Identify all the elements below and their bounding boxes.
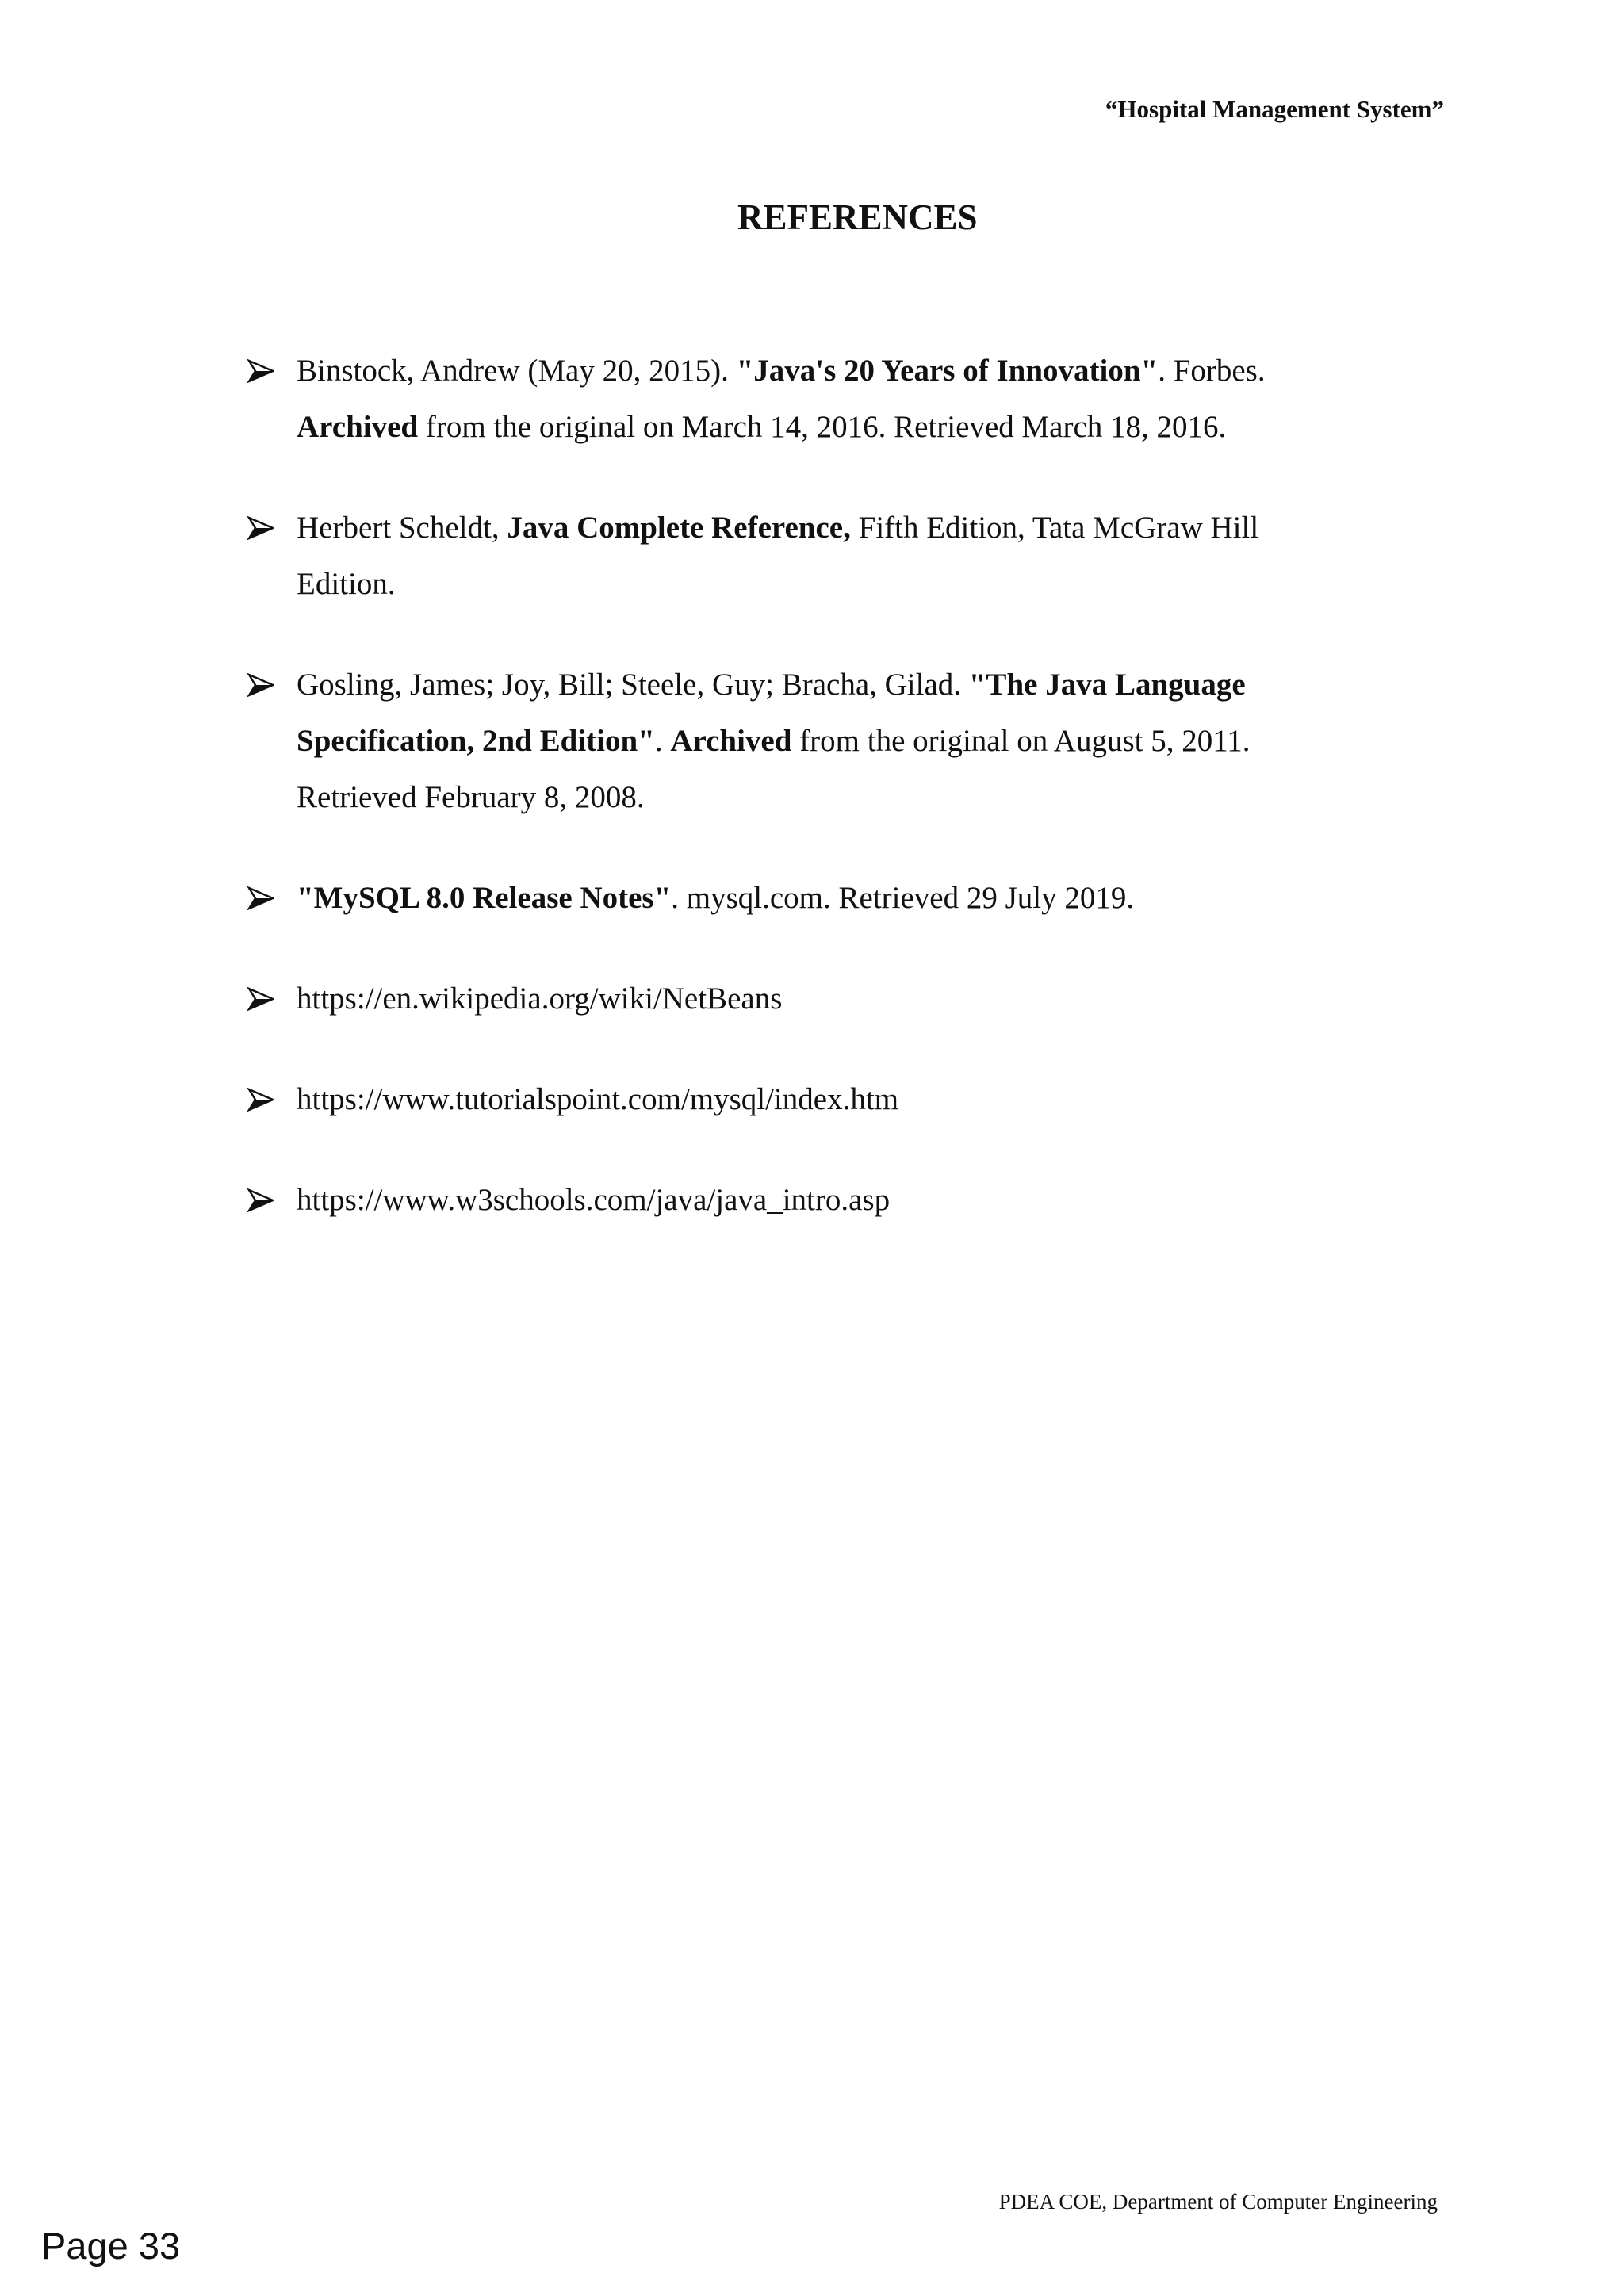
reference-segment: Fifth Edition, Tata McGraw Hill Edition.: [297, 511, 1259, 601]
reference-segment: from the original on March 14, 2016. Retrieved March 18, 2016.: [418, 410, 1227, 444]
reference-bold-segment: "The Java Language Specification, 2nd Edition": [297, 668, 1246, 758]
reference-list: [247, 342, 1358, 1228]
reference-segment: https://www.tutorialspoint.com/mysql/index.htm: [297, 1082, 899, 1116]
reference-item: [247, 870, 1358, 926]
reference-segment: .: [654, 724, 671, 758]
reference-text: [297, 982, 782, 1016]
reference-text: [297, 881, 1134, 915]
arrow-bullet-icon: [247, 1088, 274, 1112]
reference-segment: . Forbes.: [1158, 354, 1266, 388]
reference-text: [297, 511, 1258, 601]
reference-text: [297, 1183, 890, 1217]
reference-bold-segment: "MySQL 8.0 Release Notes": [297, 881, 672, 915]
reference-segment: https://en.wikipedia.org/wiki/NetBeans: [297, 982, 783, 1016]
reference-bold-segment: Java Complete Reference,: [507, 511, 851, 545]
reference-segment: Binstock, Andrew (May 20, 2015).: [297, 354, 737, 388]
reference-bold-segment: Archived: [297, 410, 419, 444]
page-number: Page 33: [41, 2225, 181, 2267]
reference-segment: https://www.w3schools.com/java/java_intro.asp: [297, 1183, 891, 1217]
reference-item: [247, 970, 1358, 1027]
reference-bold-segment: "Java's 20 Years of Innovation": [736, 354, 1159, 388]
reference-bold-segment: Archived: [670, 724, 792, 758]
reference-text: [297, 1082, 898, 1116]
reference-segment: . mysql.com. Retrieved 29 July 2019.: [671, 881, 1135, 915]
footer-department: PDEA COE, Department of Computer Engineering: [998, 2190, 1438, 2214]
arrow-bullet-icon: [247, 987, 274, 1011]
arrow-bullet-icon: [247, 886, 274, 910]
reference-item: [247, 499, 1358, 612]
arrow-bullet-icon: [247, 1188, 274, 1212]
reference-text: [297, 668, 1251, 814]
reference-item: [247, 342, 1358, 455]
reference-segment: from the original on August 5, 2011. Retrieved February 8, 2008.: [297, 724, 1251, 814]
reference-item: [247, 1071, 1358, 1127]
arrow-bullet-icon: [247, 673, 274, 697]
arrow-bullet-icon: [247, 516, 274, 540]
reference-item: [247, 656, 1358, 825]
reference-segment: Gosling, James; Joy, Bill; Steele, Guy; Bracha, Gilad.: [297, 668, 969, 702]
reference-text: [297, 354, 1266, 444]
page-heading: REFERENCES: [737, 197, 978, 237]
reference-item: [247, 1172, 1358, 1228]
arrow-bullet-icon: [247, 359, 274, 383]
reference-segment: Herbert Scheldt,: [297, 511, 508, 545]
running-header-title: “Hospital Management System”: [1105, 95, 1444, 123]
